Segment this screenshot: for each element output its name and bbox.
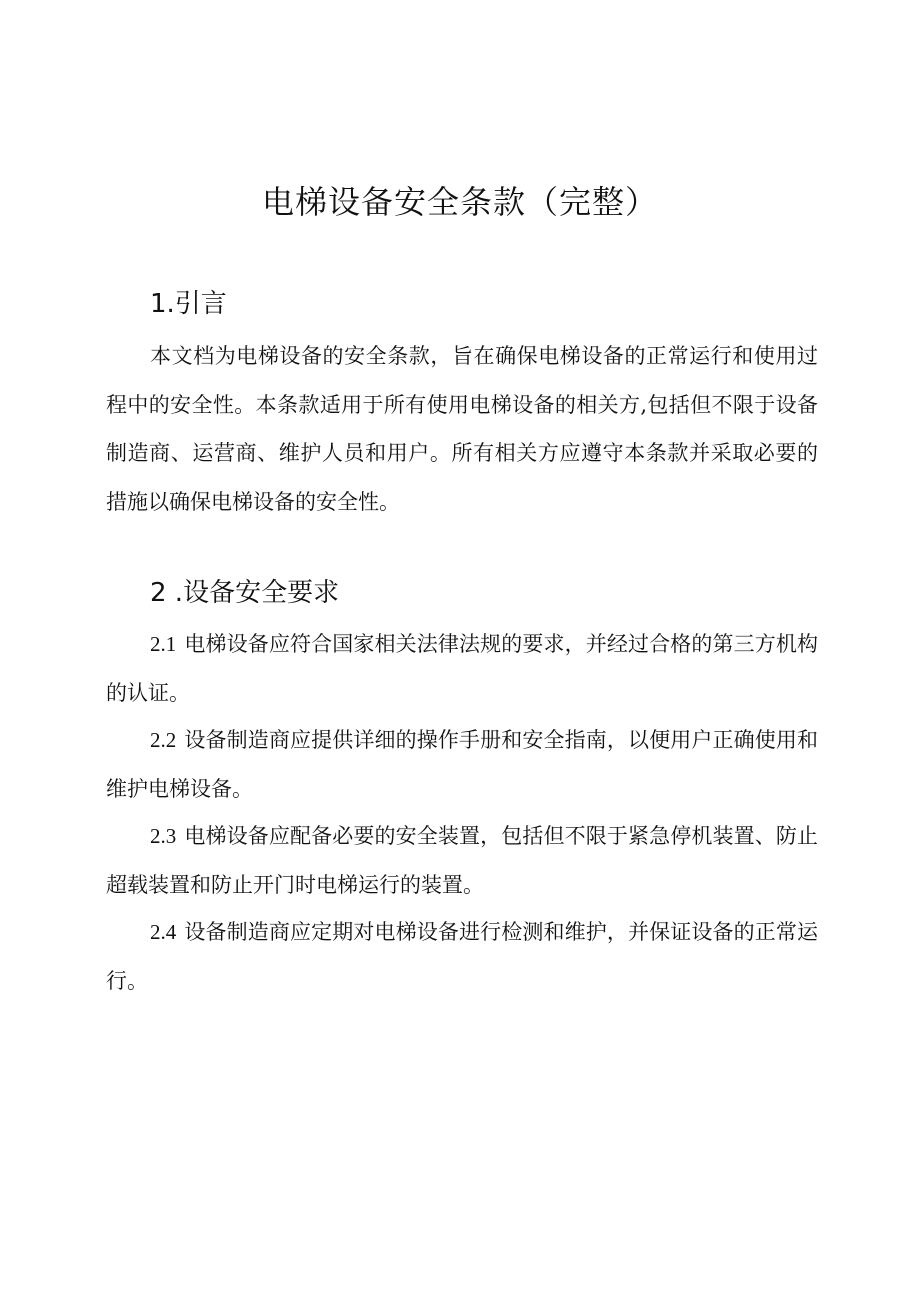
clause-2-4 bbox=[106, 908, 818, 1005]
clause-text: 设备制造商应定期对电梯设备进行检测和维护，并保证设备的正常运行。 bbox=[106, 920, 818, 993]
section-heading-introduction: 1.引言 bbox=[150, 289, 227, 319]
clause-text: 电梯设备应符合国家相关法律法规的要求，并经过合格的第三方机构的认证。 bbox=[106, 632, 818, 705]
clause-2-3 bbox=[106, 812, 818, 909]
clause-number: 2.4 bbox=[150, 920, 177, 944]
section-heading-equipment-safety: 2 .设备安全要求 bbox=[150, 578, 340, 608]
clause-number: 2.1 bbox=[150, 632, 177, 656]
clause-text: 设备制造商应提供详细的操作手册和安全指南，以便用户正确使用和维护电梯设备。 bbox=[106, 728, 818, 801]
clause-2-2 bbox=[106, 716, 818, 813]
document-title: 电梯设备安全条款（完整） bbox=[261, 183, 658, 221]
clause-number: 2.3 bbox=[150, 824, 177, 848]
clause-text: 电梯设备应配备必要的安全装置，包括但不限于紧急停机装置、防止超载装置和防止开门时电梯运行的装置。 bbox=[106, 824, 818, 897]
introduction-paragraph: 本文档为电梯设备的安全条款，旨在确保电梯设备的正常运行和使用过程中的安全性。本条款适用于所有使用电梯设备的相关方,包括但不限于设备制造商、运营商、维护人员和用户。所有相关方应遵守本条款并采取必要的措施以确保电梯设备的安全性。 bbox=[106, 344, 818, 514]
clause-2-1 bbox=[106, 620, 818, 717]
clause-number: 2.2 bbox=[150, 728, 177, 752]
